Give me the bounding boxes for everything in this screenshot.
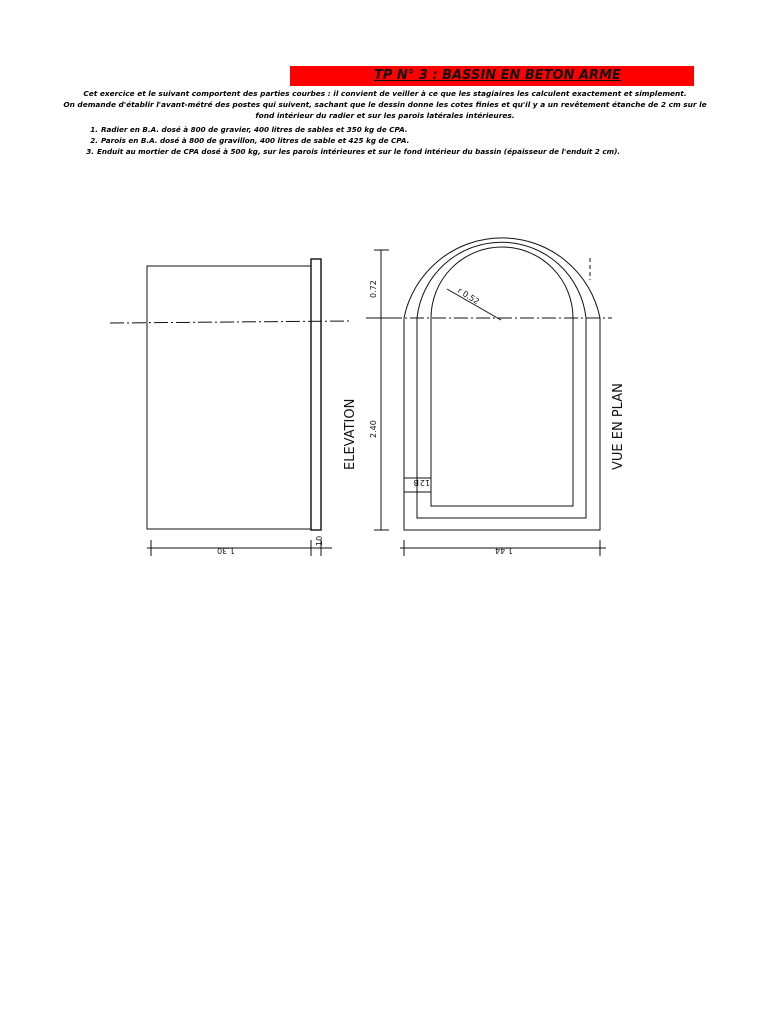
height-main-dim: 2.40 (369, 420, 378, 438)
elevation-wall-dim: 10 (315, 535, 324, 546)
elevation-wall (311, 259, 321, 530)
plan-inner-outline (431, 247, 573, 506)
plan-middle-outline (417, 242, 586, 518)
task-text: Enduit au mortier de CPA dosé à 500 kg, sur les parois intérieures et sur le fond intérieur du bassin (épaisseur de l'enduit 2 cm). (97, 147, 621, 156)
page-title: TP N° 3 : BASSIN EN BETON ARME (374, 68, 621, 83)
task-text: Parois en B.A. dosé à 800 de gravillon, 400 litres de sable et 425 kg de CPA. (101, 136, 410, 145)
intro-line-3: fond intérieur du radier et sur les parois latérales intérieures. (255, 111, 515, 120)
task-number: 3. (86, 147, 94, 156)
radius-dim: r 0.52 (455, 286, 481, 307)
task-text: Radier en B.A. dosé à 800 de gravier, 400 litres de sables et 350 kg de CPA. (101, 125, 408, 134)
task-number: 1. (90, 125, 98, 134)
elevation-label: ELEVATION (343, 398, 358, 470)
intro-line-2: On demande d'établir l'avant-métré des postes qui suivent, sachant que le dessin donne les cotes finies et qu'il y a un revêtement étanche de 2 cm sur le (63, 100, 707, 109)
plan-width-dim: 1.44 (495, 546, 513, 555)
plan-outer-outline (404, 238, 600, 530)
plan-view-label: VUE EN PLAN (611, 383, 626, 470)
task-number: 2. (90, 136, 98, 145)
wall-thickness-dim: 12 (419, 478, 430, 487)
elevation-axis-line (110, 321, 352, 323)
intro-line-1: Cet exercice et le suivant comportent des parties courbes : il convient de veiller à ce que les stagiaires les calculent exactement et simplement. (83, 89, 687, 98)
height-top-dim: 0.72 (369, 280, 378, 298)
wall-b-label: B (413, 478, 419, 487)
elevation-basin-outline (147, 266, 311, 529)
elevation-length-dim: 1.30 (217, 546, 235, 555)
